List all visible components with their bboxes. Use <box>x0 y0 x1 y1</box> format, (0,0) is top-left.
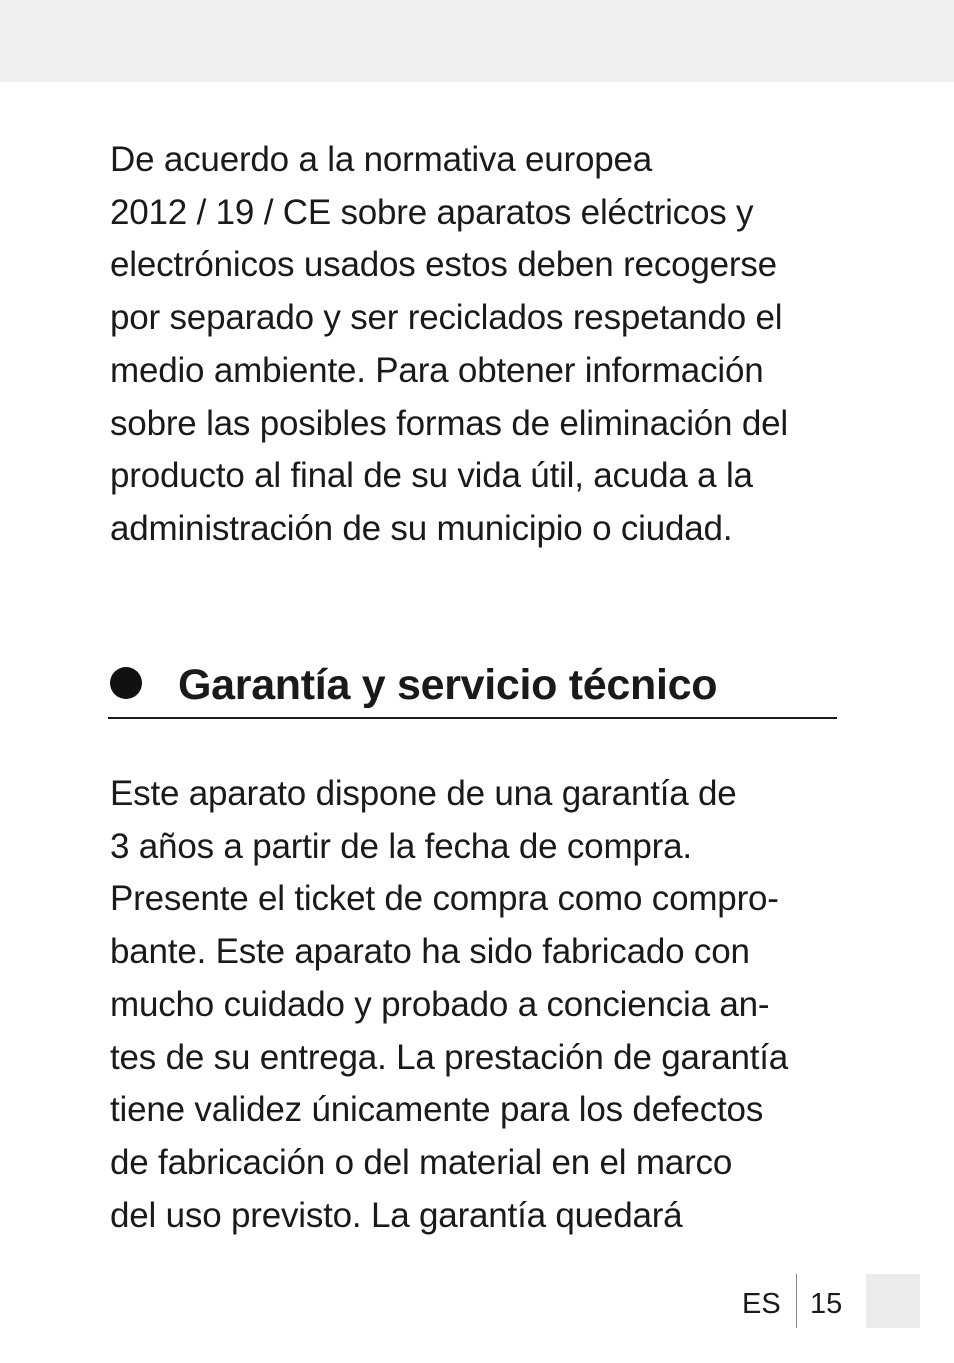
text-line: Presente el ticket de compra como compro- <box>110 879 779 919</box>
text-line: 3 años a partir de la fecha de compra. <box>110 826 692 866</box>
footer-language-code: ES <box>742 1288 781 1320</box>
text-line: bante. Este aparato ha sido fabricado con <box>110 932 750 972</box>
text-line: De acuerdo a la normativa europea <box>110 140 653 179</box>
bullet-icon <box>110 667 142 699</box>
page-header-band <box>0 0 954 82</box>
text-line: 2012 / 19 / CE sobre aparatos eléctricos y <box>110 192 754 232</box>
text-line: Este aparato dispone de una garantía de <box>110 774 737 813</box>
section-heading <box>108 655 837 719</box>
footer-page-number: 15 <box>810 1288 843 1320</box>
text-line: por separado y ser reciclados respetando el <box>110 298 783 338</box>
footer-divider <box>796 1274 797 1328</box>
text-line: de fabricación o del material en el marco <box>110 1142 733 1182</box>
warranty-paragraph <box>110 768 845 1242</box>
text-line: sobre las posibles formas de eliminación del <box>110 403 788 443</box>
text-line: medio ambiente. Para obtener información <box>110 350 764 390</box>
footer-page-tab <box>866 1274 920 1328</box>
text-line: administración de su municipio o ciudad. <box>110 508 733 548</box>
section-heading-title: Garantía y servicio técnico <box>178 661 718 709</box>
text-line: producto al final de su vida útil, acuda a la <box>110 456 753 496</box>
text-line: electrónicos usados estos deben recogerse <box>110 245 777 285</box>
text-line: mucho cuidado y probado a conciencia an- <box>110 984 770 1024</box>
text-line: tes de su entrega. La prestación de garantía <box>110 1037 789 1077</box>
text-line: del uso previsto. La garantía quedará <box>110 1195 683 1235</box>
disposal-paragraph <box>110 134 845 556</box>
text-line: tiene validez únicamente para los defectos <box>110 1090 764 1130</box>
